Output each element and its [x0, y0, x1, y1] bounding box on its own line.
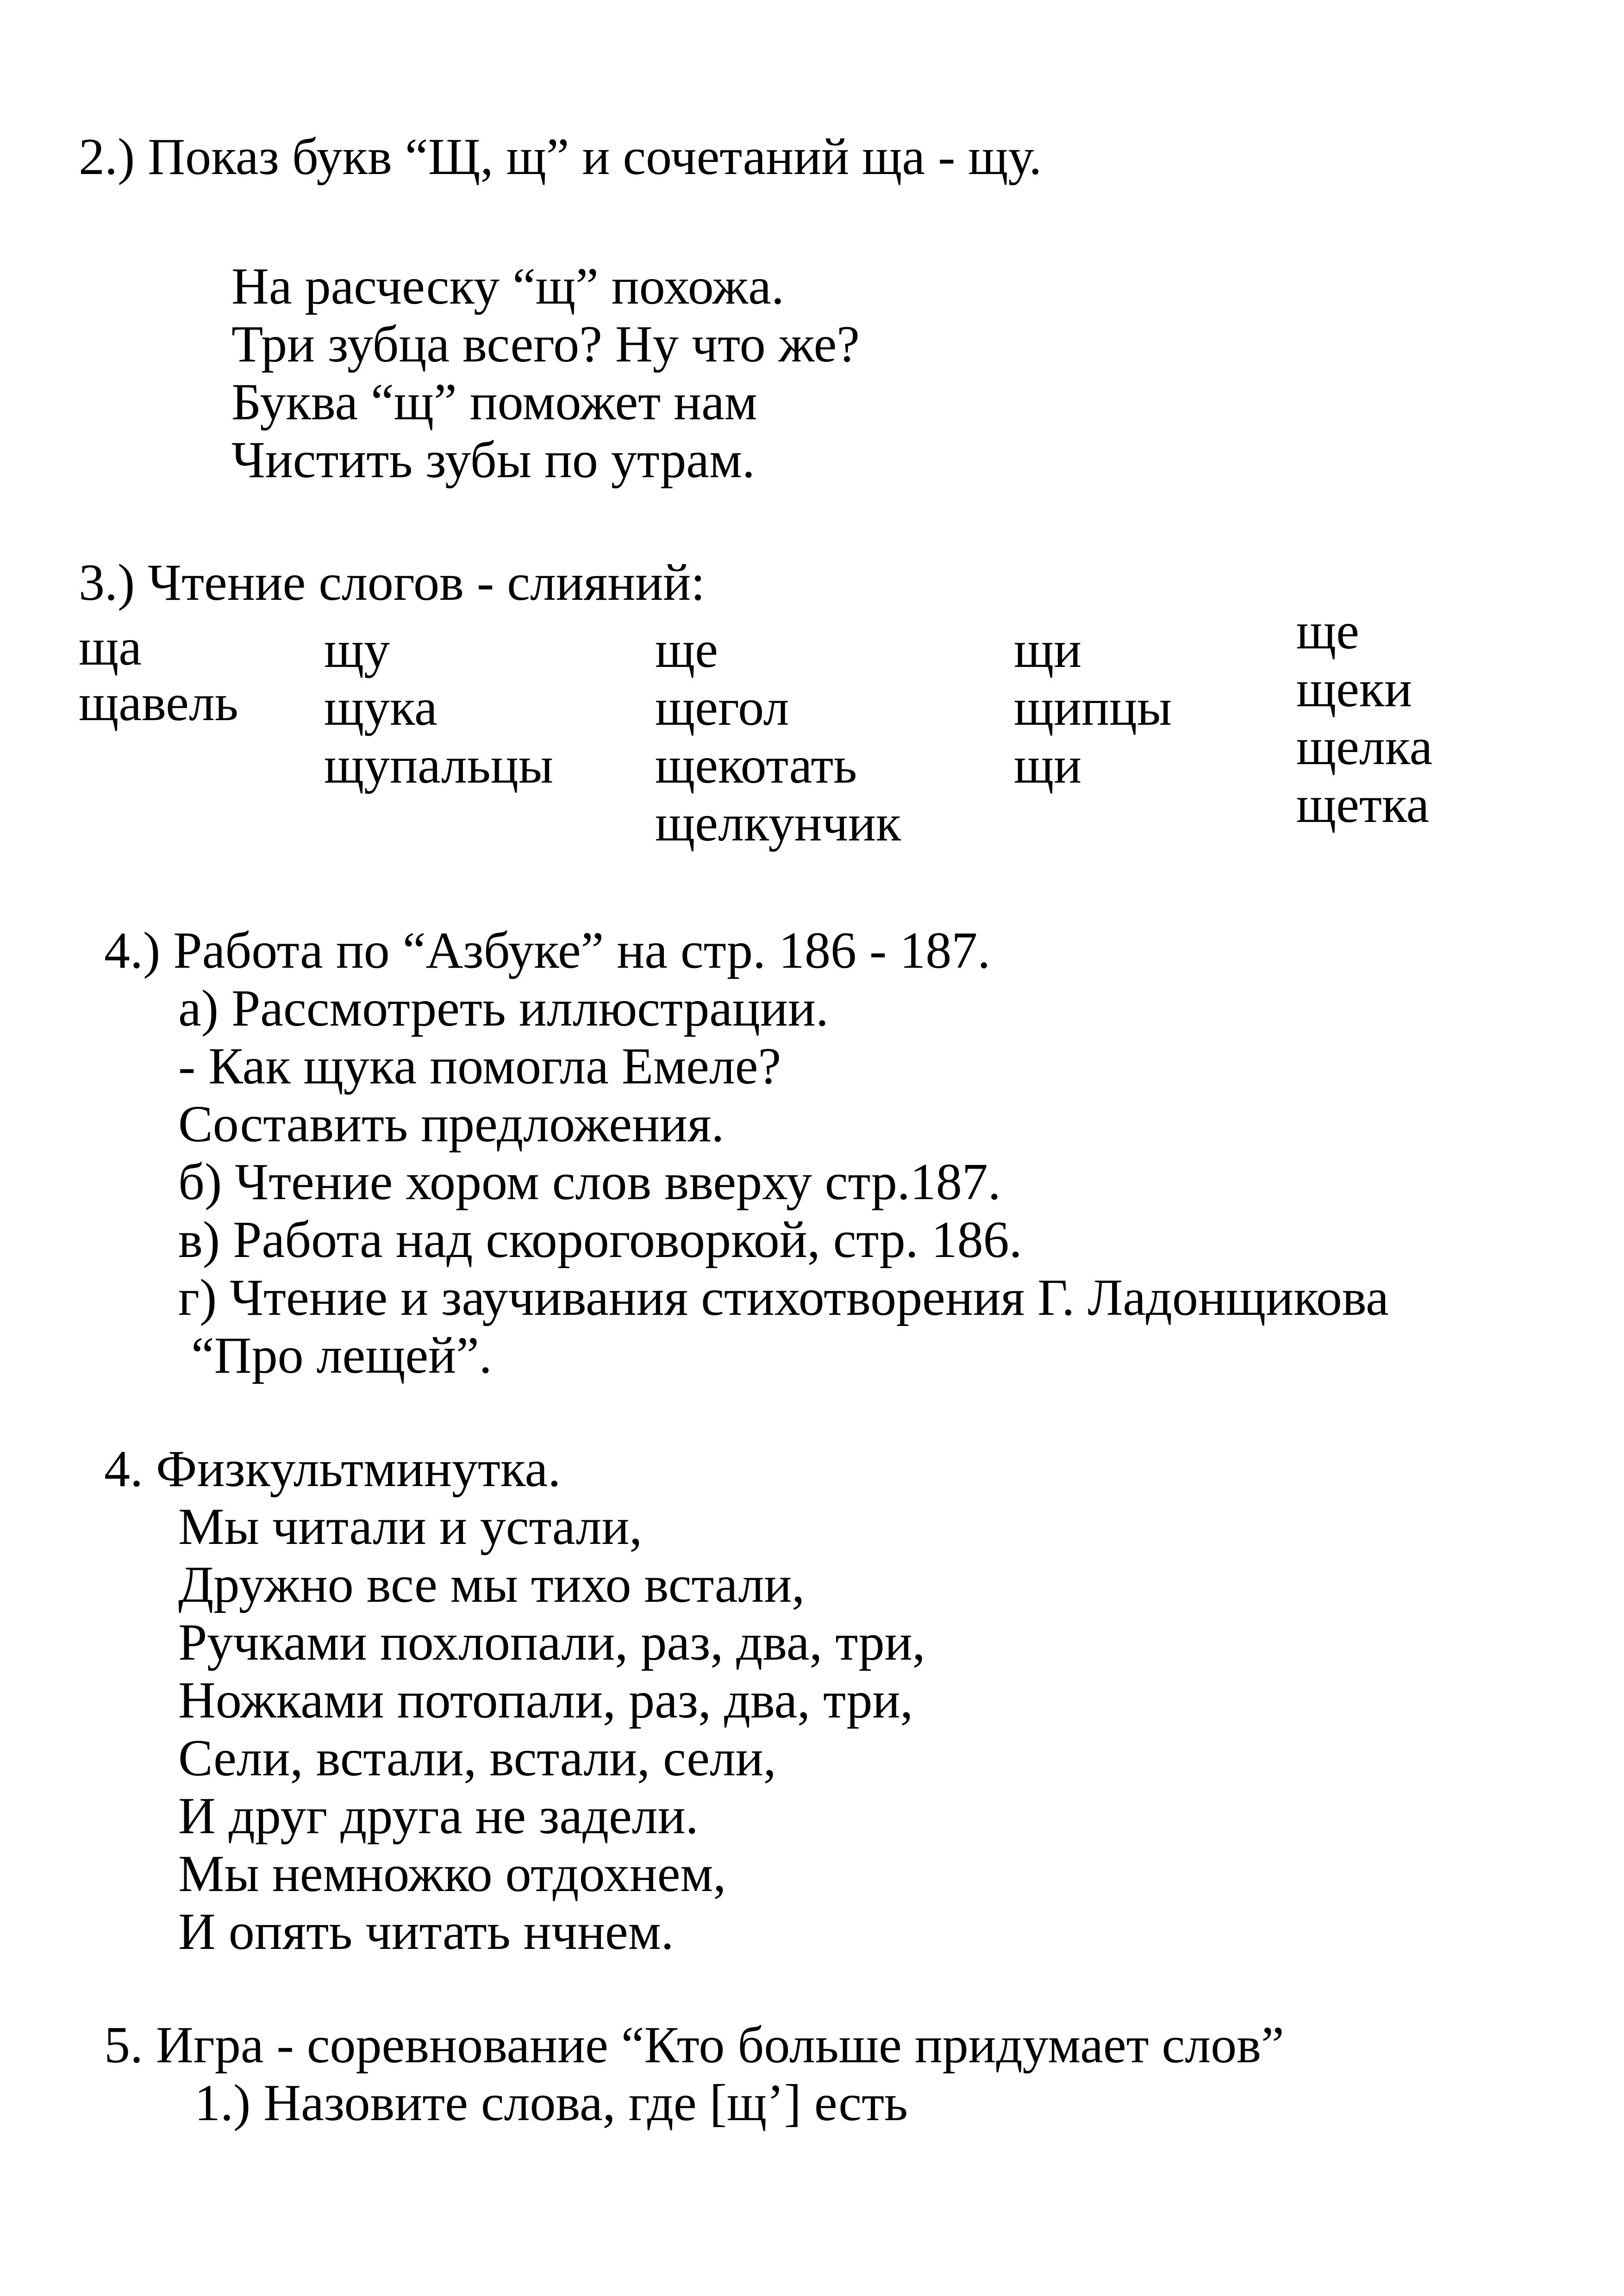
poem-line: Сели, встали, встали, сели, [178, 1730, 776, 1787]
word-cell: щука [324, 679, 437, 736]
section-4-heading: 4.) Работа по “Азбуке” на стр. 186 - 187. [104, 922, 991, 979]
poem-line: Буква “щ” поможет нам [231, 373, 757, 431]
task-item: “Про лещей”. [178, 1327, 492, 1384]
word-cell: щи [1014, 737, 1082, 794]
syllable-cell: щи [1014, 621, 1082, 678]
poem-line: И опять читать нчнем. [178, 1903, 674, 1960]
task-item: 1.) Назовите слова, где [щ’] есть [194, 2074, 908, 2132]
poem-line: Дружно все мы тихо встали, [178, 1556, 805, 1613]
poem-line: Мы немножко отдохнем, [178, 1845, 726, 1903]
word-cell: щавель [79, 674, 238, 732]
physical-break-heading: 4. Физкультминутка. [104, 1440, 561, 1498]
section-3-heading: 3.) Чтение слогов - слияний: [79, 554, 706, 611]
poem-line: Мы читали и устали, [178, 1498, 643, 1556]
poem-line: Три зубца всего? Ну что же? [231, 316, 860, 373]
word-cell: щелка [1296, 718, 1433, 776]
poem-line: И друг друга не задели. [178, 1787, 699, 1845]
word-cell: щекотать [655, 737, 857, 794]
word-cell: щетка [1296, 776, 1430, 834]
syllable-cell: ще [1296, 603, 1359, 660]
syllable-cell: щу [324, 621, 390, 678]
poem-line: Ручками похлопали, раз, два, три, [178, 1614, 925, 1671]
word-cell: щегол [655, 679, 789, 736]
section-5-heading: 5. Игра - соревнование “Кто больше придумает слов” [104, 2016, 1284, 2074]
section-2-heading: 2.) Показ букв “Щ, щ” и сочетаний ща - щу. [79, 128, 1042, 186]
task-item: Составить предложения. [178, 1095, 725, 1153]
task-item: б) Чтение хором слов вверху стр.187. [178, 1153, 1001, 1211]
poem-line: Ножками потопали, раз, два, три, [178, 1672, 913, 1729]
task-item: - Как щука помогла Емеле? [178, 1038, 781, 1095]
syllable-cell: ще [655, 621, 718, 678]
task-item: г) Чтение и заучивания стихотворения Г. Ладонщикова [178, 1269, 1389, 1326]
task-item: в) Работа над скороговоркой, стр. 186. [178, 1211, 1022, 1269]
word-cell: щупальцы [324, 737, 554, 794]
task-item: а) Рассмотреть иллюстрации. [178, 980, 829, 1037]
poem-line: Чистить зубы по утрам. [231, 431, 755, 489]
poem-line: На расческу “щ” похожа. [231, 258, 784, 315]
syllable-cell: ща [79, 619, 142, 676]
word-cell: щеки [1296, 660, 1412, 718]
word-cell: щелкунчик [655, 795, 901, 852]
word-cell: щипцы [1014, 679, 1172, 736]
